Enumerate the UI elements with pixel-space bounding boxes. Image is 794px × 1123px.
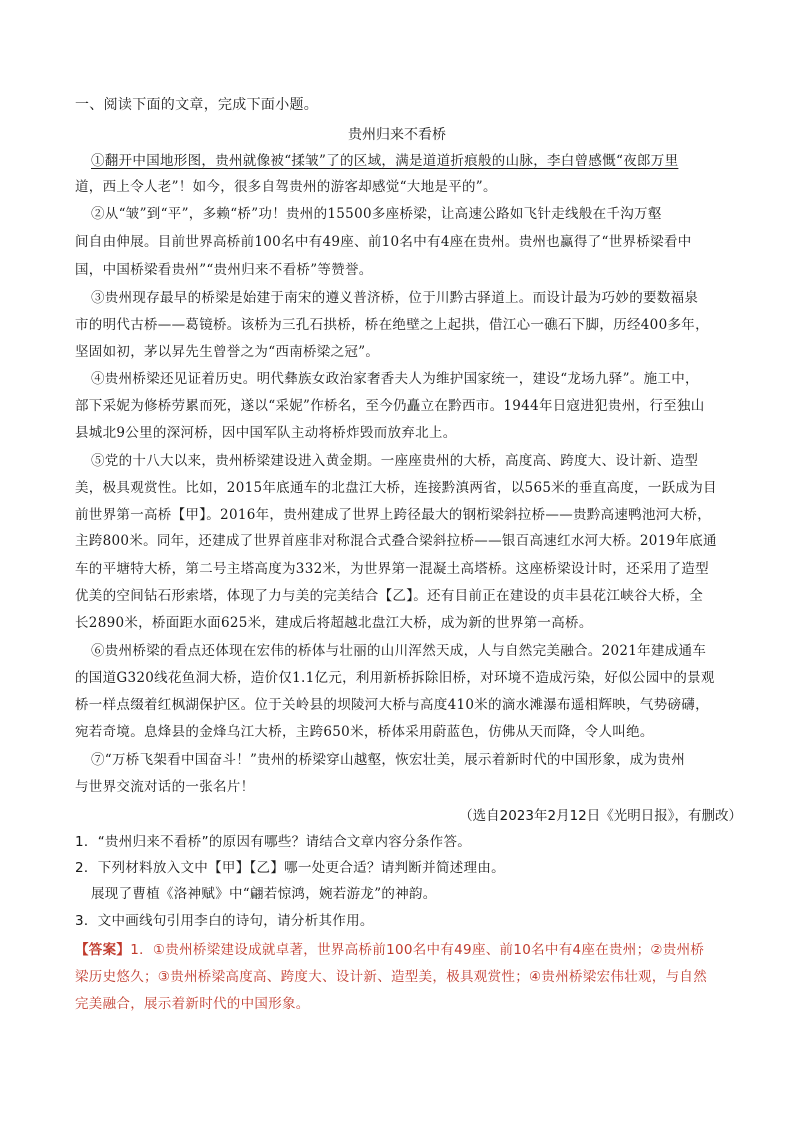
article-source: （选自2023年2月12日《光明日报》，有删改） [459,808,742,824]
article-title: 贵州归来不看桥 [348,127,446,143]
article-line: 宛若奇境。息烽县的金烽乌江大桥，主跨650米，桥体采用蔚蓝色，仿佛从天而降，令人叫绝。 [75,724,654,740]
article-line: 国，中国桥梁看贵州”“贵州归来不看桥”等赞誉。 [75,262,373,278]
answer-text: 1．①贵州桥梁建设成就卓著，世界高桥前100名中有49座、前10名中有4座在贵州；②贵州桥 [130,942,705,958]
article-line: ⑥贵州桥梁的看点还体现在宏伟的桥体与壮丽的山川浑然天成，人与自然完美融合。2021年建成通车 [91,643,707,659]
article-line: ②从“皱”到“平”，多赖“桥”功！贵州的15500多座桥梁，让高速公路如飞针走线般在千沟万壑 [91,206,662,222]
article-line: 与世界交流对话的一张名片！ [75,779,255,795]
article-line: 美，极具观赏性。比如，2015年底通车的北盘江大桥，连接黔滇两省，以565米的垂直高度，一跃成为目 [75,480,717,496]
answer-line: 梁历史悠久；③贵州桥梁高度高、跨度大、设计新、造型美，极具观赏性；④贵州桥梁宏伟壮观，与自然 [75,969,708,985]
article-line: 主跨800米。同年，还建成了世界首座非对称混合式叠合梁斜拉桥——银百高速红水河大桥。2019年底通 [75,533,717,549]
question-2: 2．下列材料放入文中【甲】【乙】哪一处更合适？请判断并简述理由。 [75,860,505,876]
article-line: 市的明代古桥——葛镜桥。该桥为三孔石拱桥，桥在绝壁之上起拱，借江心一礁石下脚，历经400多年， [75,317,709,333]
question-1: 1．“贵州归来不看桥”的原因有哪些？请结合文章内容分条作答。 [75,834,472,850]
article-line: 优美的空间钻石形索塔，体现了力与美的完美结合【乙】。还有目前正在建设的贞丰县花江峡谷大桥，全 [75,588,704,604]
answer-line: 完美融合，展示着新时代的中国形象。 [75,996,310,1012]
article-line: 长2890米，桥面距水面625米，建成后将超越北盘江大桥，成为新的世界第一高桥。 [75,615,593,631]
article-line: 间自由伸展。目前世界高桥前100名中有49座、前10名中有4座在贵州。贵州也赢得了“世界桥梁看中 [75,234,692,250]
question-3: 3．文中画线句引用李白的诗句，请分析其作用。 [75,913,374,929]
article-line: 的国道G320线花鱼洞大桥，造价仅1.1亿元，利用新桥拆除旧桥，对环境不造成污染，好似公园中的景观 [75,670,715,686]
article-line: ⑦“万桥飞架看中国奋斗！”贵州的桥梁穿山越壑，恢宏壮美，展示着新时代的中国形象，成为贵州 [91,752,686,768]
article-line: ⑤党的十八大以来，贵州桥梁建设进入黄金期。一座座贵州的大桥，高度高、跨度大、设计新、造型 [91,453,699,469]
article-line [91,152,741,170]
article-line: 车的平塘特大桥，第二号主塔高度为332米，为世界第一混凝土高塔桥。这座桥梁设计时，还采用了造型 [75,561,709,577]
answer-line [75,941,725,959]
article-line: 部下采妮为修桥劳累而死，遂以“采妮”作桥名，至今仍矗立在黔西市。1944年日寇进犯贵州，行至独山 [75,398,705,414]
section-heading: 一、阅读下面的文章，完成下面小题。 [75,97,319,113]
article-line: 道，西上令人老”！如今，很多自驾贵州的游客却感觉“大地是平的”。 [75,179,497,195]
question-2-material: 展现了曹植《洛神赋》中“翩若惊鸿，婉若游龙”的神韵。 [91,886,437,902]
article-line: 县城北9公里的深河桥，因中国军队主动将桥炸毁而放弃北上。 [75,425,457,441]
article-line: ③贵州现存最早的桥梁是始建于南宋的遵义普济桥，位于川黔古驿道上。而设计最为巧妙的要数福泉 [91,290,699,306]
underlined-sentence: ①翻开中国地形图，贵州就像被“揉皱”了的区域，满是道道折痕般的山脉，李白曾感慨“夜郎万里 [91,153,679,169]
answer-label: 【答案】 [75,942,131,958]
article-line: 桥一样点缀着红枫湖保护区。位于关岭县的坝陵河大桥与高度410米的滴水滩瀑布遥相辉映，气势磅礴， [75,697,709,713]
article-line: 前世界第一高桥【甲】。2016年，贵州建成了世界上跨径最大的钢桁梁斜拉桥——贵黔高速鸭池河大桥， [75,507,712,523]
article-line: ④贵州桥梁还见证着历史。明代彝族女政治家奢香夫人为维护国家统一，建设“龙场九驿”。施工中， [91,371,699,387]
article-line: 坚固如初，茅以昇先生曾誉之为“西南桥梁之冠”。 [75,344,380,360]
